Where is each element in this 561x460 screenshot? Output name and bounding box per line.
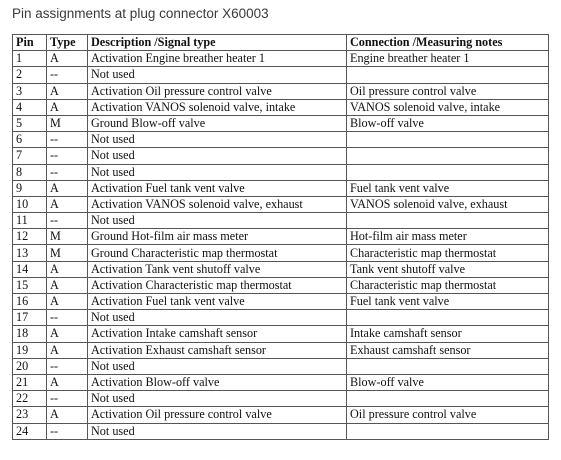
cell-type: A: [47, 342, 88, 358]
cell-description: Not used: [88, 358, 347, 374]
cell-pin: 8: [13, 164, 47, 180]
cell-description: Activation Characteristic map thermostat: [88, 277, 347, 293]
cell-description: Activation VANOS solenoid valve, intake: [88, 99, 347, 115]
cell-type: A: [47, 83, 88, 99]
table-row: [13, 326, 549, 342]
table-row: [13, 83, 549, 99]
cell-description: Not used: [88, 391, 347, 407]
cell-description: Activation Oil pressure control valve: [88, 407, 347, 423]
table-row: [13, 342, 549, 358]
cell-description: Activation VANOS solenoid valve, exhaust: [88, 196, 347, 212]
table-row: [13, 229, 549, 245]
cell-pin: 23: [13, 407, 47, 423]
cell-type: A: [47, 51, 88, 67]
cell-type: --: [47, 358, 88, 374]
cell-connection: Intake camshaft sensor: [347, 326, 549, 342]
cell-connection: [347, 423, 549, 439]
table-row: [13, 391, 549, 407]
cell-pin: 20: [13, 358, 47, 374]
header-type: Type: [47, 35, 88, 51]
pin-assignment-table: [12, 34, 549, 440]
cell-pin: 15: [13, 277, 47, 293]
header-pin: Pin: [13, 35, 47, 51]
cell-pin: 18: [13, 326, 47, 342]
header-connection: Connection /Measuring notes: [347, 35, 549, 51]
cell-connection: [347, 358, 549, 374]
table-row: [13, 407, 549, 423]
table-row: [13, 213, 549, 229]
cell-description: Not used: [88, 310, 347, 326]
cell-description: Activation Fuel tank vent valve: [88, 180, 347, 196]
cell-type: A: [47, 326, 88, 342]
cell-type: M: [47, 229, 88, 245]
cell-pin: 11: [13, 213, 47, 229]
cell-pin: 22: [13, 391, 47, 407]
cell-type: M: [47, 115, 88, 131]
cell-type: A: [47, 407, 88, 423]
cell-connection: [347, 213, 549, 229]
cell-description: Ground Hot-film air mass meter: [88, 229, 347, 245]
table-row: [13, 196, 549, 212]
cell-description: Activation Exhaust camshaft sensor: [88, 342, 347, 358]
cell-pin: 17: [13, 310, 47, 326]
cell-pin: 5: [13, 115, 47, 131]
table-row: [13, 148, 549, 164]
cell-connection: Fuel tank vent valve: [347, 294, 549, 310]
cell-connection: VANOS solenoid valve, intake: [347, 99, 549, 115]
cell-pin: 2: [13, 67, 47, 83]
cell-type: --: [47, 310, 88, 326]
cell-type: A: [47, 294, 88, 310]
cell-type: --: [47, 164, 88, 180]
cell-connection: Exhaust camshaft sensor: [347, 342, 549, 358]
cell-description: Not used: [88, 132, 347, 148]
cell-type: --: [47, 67, 88, 83]
cell-description: Activation Tank vent shutoff valve: [88, 261, 347, 277]
cell-description: Not used: [88, 213, 347, 229]
cell-connection: Fuel tank vent valve: [347, 180, 549, 196]
cell-pin: 3: [13, 83, 47, 99]
table-row: [13, 51, 549, 67]
cell-description: Activation Oil pressure control valve: [88, 83, 347, 99]
table-row: [13, 261, 549, 277]
header-description: Description /Signal type: [88, 35, 347, 51]
cell-type: M: [47, 245, 88, 261]
cell-connection: Characteristic map thermostat: [347, 245, 549, 261]
cell-connection: [347, 310, 549, 326]
cell-connection: Engine breather heater 1: [347, 51, 549, 67]
cell-pin: 21: [13, 374, 47, 390]
cell-pin: 13: [13, 245, 47, 261]
cell-type: --: [47, 148, 88, 164]
cell-type: --: [47, 423, 88, 439]
cell-pin: 7: [13, 148, 47, 164]
cell-connection: Oil pressure control valve: [347, 407, 549, 423]
cell-type: A: [47, 99, 88, 115]
cell-description: Ground Blow-off valve: [88, 115, 347, 131]
cell-connection: Blow-off valve: [347, 115, 549, 131]
cell-connection: Characteristic map thermostat: [347, 277, 549, 293]
cell-pin: 16: [13, 294, 47, 310]
cell-type: A: [47, 180, 88, 196]
cell-connection: [347, 67, 549, 83]
cell-description: Ground Characteristic map thermostat: [88, 245, 347, 261]
cell-connection: Blow-off valve: [347, 374, 549, 390]
cell-type: --: [47, 391, 88, 407]
table-body: [13, 51, 549, 440]
table-row: [13, 277, 549, 293]
cell-connection: [347, 148, 549, 164]
cell-connection: [347, 132, 549, 148]
table-row: [13, 115, 549, 131]
table-row: [13, 423, 549, 439]
cell-description: Activation Fuel tank vent valve: [88, 294, 347, 310]
cell-pin: 14: [13, 261, 47, 277]
table-header-row: [13, 35, 549, 51]
table-row: [13, 294, 549, 310]
table-row: [13, 164, 549, 180]
cell-pin: 6: [13, 132, 47, 148]
cell-description: Not used: [88, 423, 347, 439]
cell-connection: Hot-film air mass meter: [347, 229, 549, 245]
page-title: Pin assignments at plug connector X60003: [12, 6, 269, 21]
cell-type: A: [47, 196, 88, 212]
cell-connection: [347, 164, 549, 180]
cell-pin: 19: [13, 342, 47, 358]
cell-pin: 1: [13, 51, 47, 67]
table-row: [13, 310, 549, 326]
cell-type: --: [47, 132, 88, 148]
cell-pin: 12: [13, 229, 47, 245]
table-row: [13, 245, 549, 261]
table-row: [13, 374, 549, 390]
cell-pin: 4: [13, 99, 47, 115]
cell-connection: [347, 391, 549, 407]
cell-type: A: [47, 261, 88, 277]
cell-type: A: [47, 374, 88, 390]
cell-description: Not used: [88, 164, 347, 180]
cell-description: Not used: [88, 67, 347, 83]
cell-description: Not used: [88, 148, 347, 164]
cell-connection: Tank vent shutoff valve: [347, 261, 549, 277]
cell-description: Activation Engine breather heater 1: [88, 51, 347, 67]
table-row: [13, 358, 549, 374]
cell-description: Activation Blow-off valve: [88, 374, 347, 390]
cell-pin: 10: [13, 196, 47, 212]
cell-connection: Oil pressure control valve: [347, 83, 549, 99]
cell-pin: 9: [13, 180, 47, 196]
table-row: [13, 132, 549, 148]
cell-type: --: [47, 213, 88, 229]
cell-connection: VANOS solenoid valve, exhaust: [347, 196, 549, 212]
table-row: [13, 180, 549, 196]
table-row: [13, 99, 549, 115]
table-row: [13, 67, 549, 83]
cell-description: Activation Intake camshaft sensor: [88, 326, 347, 342]
cell-type: A: [47, 277, 88, 293]
cell-pin: 24: [13, 423, 47, 439]
